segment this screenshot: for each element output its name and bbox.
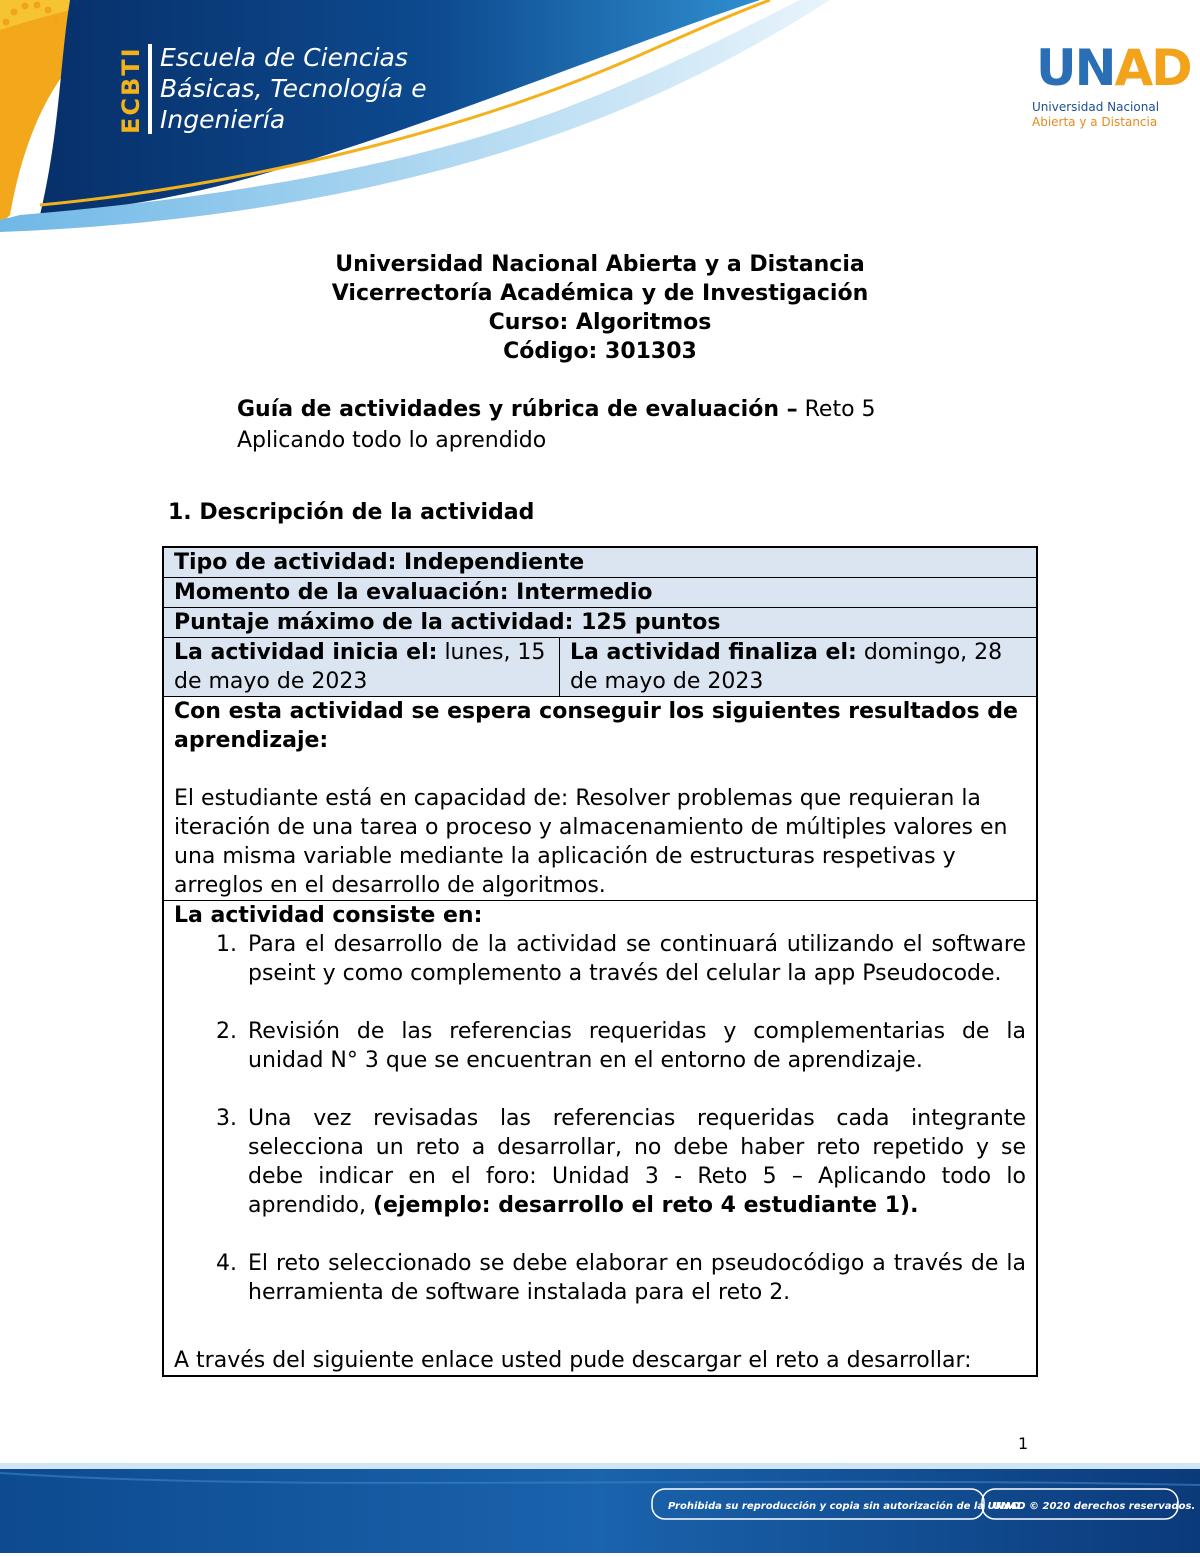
guide-title-bold: Guía de actividades y rúbrica de evaluación – — [237, 397, 798, 422]
row-activity-steps — [164, 901, 1036, 1375]
unad-logo-line-2: Abierta y a Distancia — [1032, 115, 1158, 129]
course-code: Código: 301303 — [503, 339, 697, 364]
footer-copyright-notice: Prohibida su reproducción y copia sin autorización de la UNAD. — [668, 1501, 1024, 1512]
cell-start-date: La actividad inicia el: lunes, 15 de mayo de 2023 — [164, 638, 560, 696]
school-line-1: Escuela de Ciencias — [160, 43, 408, 72]
guide-title-reto: Reto 5 — [797, 397, 876, 422]
university-title: Universidad Nacional Abierta y a Distancia — [335, 252, 865, 277]
ecbti-vertical-mark: ECBTI — [117, 46, 145, 134]
section-heading: 1. Descripción de la actividad — [168, 500, 535, 525]
outcomes-title: Con esta actividad se espera conseguir los siguientes resultados de aprendizaje: — [174, 699, 1018, 753]
download-text: A través del siguiente enlace usted pude descargar el reto a desarrollar: — [174, 1348, 972, 1373]
row-learning-outcomes — [164, 697, 1036, 901]
row-evaluation-moment: Momento de la evaluación: Intermedio — [164, 578, 1036, 608]
unad-logo-line-1: Universidad Nacional — [1032, 100, 1160, 114]
guide-subtitle: Aplicando todo lo aprendido — [237, 428, 547, 453]
school-divider — [148, 44, 152, 134]
cell-end-date: La actividad finaliza el: domingo, 28 de mayo de 2023 — [570, 640, 1003, 694]
footer-rights-reserved: UNAD © 2020 derechos reservados. — [993, 1501, 1196, 1512]
step-item: 1. Para el desarrollo de la actividad se continuará utilizando el software pseint y como complemento a través del celular la app Pseudocode. — [244, 930, 1026, 988]
document-titles — [0, 250, 1200, 366]
school-name — [160, 42, 427, 135]
outcomes-text: El estudiante está en capacidad de: Resolver problemas que requieran la iteración de una tarea o proceso y almacenamiento de múltiples valores en una misma variable mediante la aplicación de estructuras respetivas y arreglos en el desarrollo de algoritmos. — [174, 786, 1008, 898]
step-item: 2. Revisión de las referencias requeridas y complementarias de la unidad N° 3 que se encuentran en el entorno de aprendizaje. — [244, 1017, 1026, 1075]
steps-title: La actividad consiste en: — [174, 903, 483, 928]
school-line-2: Básicas, Tecnología e — [160, 74, 427, 103]
page-number: 1 — [1018, 1434, 1029, 1453]
activity-table — [162, 546, 1038, 1377]
unad-logo-dots-icon — [0, 0, 70, 30]
unad-logo-wordmark: UNAD — [1036, 39, 1191, 97]
course-title: Curso: Algoritmos — [488, 310, 712, 335]
steps-list — [174, 930, 1026, 1307]
guide-title — [237, 394, 997, 456]
step-item: 4. El reto seleccionado se debe elaborar en pseudocódigo a través de la herramienta de software instalada para el reto 2. — [244, 1249, 1026, 1307]
step-item: 3. Una vez revisadas las referencias requeridas cada integrante selecciona un reto a desarrollar, no debe haber reto repetido y se debe indicar en el foro: Unidad 3 - Reto 5 – Aplicando todo lo aprendido, (ejemplo: desarrollo el reto 4 estudiante 1). — [244, 1104, 1026, 1220]
row-dates — [164, 638, 1036, 697]
school-line-3: Ingeniería — [160, 105, 286, 134]
header-banner — [0, 0, 1200, 240]
row-activity-type: Tipo de actividad: Independiente — [164, 548, 1036, 578]
vicerrectoria-title: Vicerrectoría Académica y de Investigación — [331, 281, 869, 306]
row-max-score: Puntaje máximo de la actividad: 125 puntos — [164, 608, 1036, 638]
step-3-example: (ejemplo: desarrollo el reto 4 estudiante 1). — [372, 1193, 919, 1218]
